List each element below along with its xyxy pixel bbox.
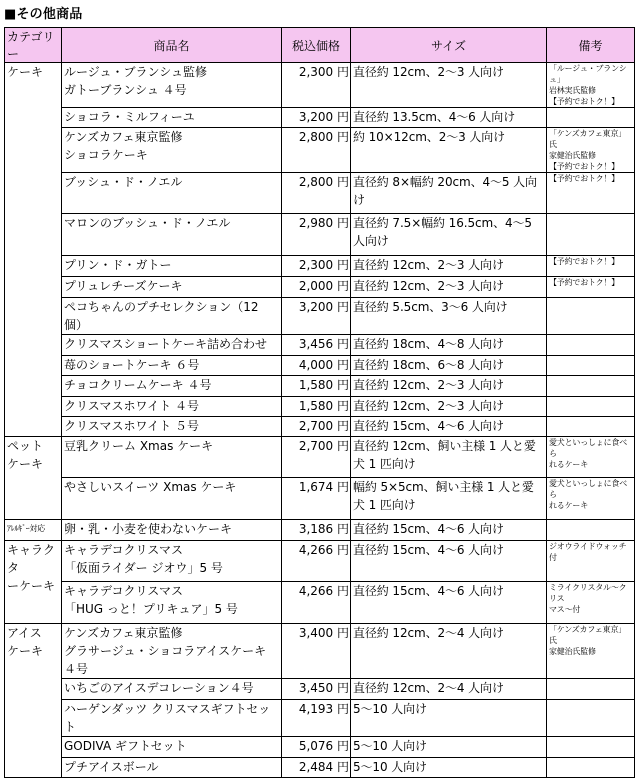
product-name-line: ケンズカフェ東京監修 — [64, 130, 183, 144]
notes-cell — [547, 520, 635, 541]
notes-cell — [547, 356, 635, 376]
size-cell: 直径約 12cm、2～3 人向け — [351, 256, 547, 277]
price-cell: 3,200 円 — [282, 298, 351, 335]
price-cell: 2,300 円 — [282, 256, 351, 277]
product-name-line: キャラデコクリスマス — [64, 584, 184, 598]
product-name-cell — [62, 256, 282, 277]
note-line: 「ケンズカフェ東京」氏 — [549, 625, 626, 645]
note-line: 家健治氏監修 — [549, 151, 596, 160]
notes-cell — [547, 376, 635, 397]
product-name-cell — [62, 356, 282, 376]
table-row — [5, 376, 635, 397]
header-size: サイズ — [351, 28, 547, 63]
product-name-cell — [62, 700, 282, 737]
note-line: 【予約でおトク！】 — [549, 162, 620, 171]
product-name-cell — [62, 335, 282, 356]
product-name-line: 「HUG っと！プリキュア」5 号 — [64, 602, 238, 616]
product-name-line: ブッシュ・ド・ノエル — [64, 175, 183, 189]
product-name-line: いちごのアイスデコレーション４号 — [64, 681, 254, 695]
product-name-line: ケンズカフェ東京監修 — [64, 626, 183, 640]
product-name-cell — [62, 520, 282, 541]
product-name-line: 卵・乳・小麦を使わないケーキ — [64, 522, 233, 536]
product-name-cell — [62, 541, 282, 582]
price-cell: 2,484 円 — [282, 758, 351, 778]
section-title: ■その他商品 — [4, 7, 83, 22]
notes-cell — [547, 256, 635, 277]
category-line: キャラクタ — [7, 543, 56, 575]
note-line: 【予約でおトク！】 — [549, 174, 620, 183]
product-name-line: ショコラ・ミルフィーユ — [64, 110, 195, 124]
table-row — [5, 679, 635, 700]
product-name-line: マロンのブッシュ・ド・ノエル — [64, 216, 231, 230]
price-cell: 1,674 円 — [282, 478, 351, 520]
product-name-line: ペコちゃんのプチセレクション（12 個） — [64, 300, 259, 332]
category-line: ペット — [7, 439, 44, 453]
note-line: ジオウライドウォッチ付 — [549, 542, 627, 562]
note-line: 岩林実氏監修 — [549, 86, 596, 95]
table-row — [5, 478, 635, 520]
product-name-line: ガトーブランシュ ４号 — [64, 83, 187, 97]
size-cell: 5～10 人向け — [351, 737, 547, 758]
header-product-name: 商品名 — [62, 28, 282, 63]
size-cell: 直径約 8×幅約 20cm、4～5 人向け — [351, 173, 547, 214]
product-name-cell — [62, 478, 282, 520]
table-row — [5, 737, 635, 758]
note-line: 「ケンズカフェ東京」氏 — [549, 129, 626, 149]
price-cell: 4,266 円 — [282, 541, 351, 582]
table-row — [5, 335, 635, 356]
table-row — [5, 356, 635, 376]
product-name-cell — [62, 397, 282, 417]
table-row — [5, 758, 635, 778]
price-cell: 4,193 円 — [282, 700, 351, 737]
note-line: れるケーキ — [549, 501, 588, 510]
price-cell: 2,700 円 — [282, 437, 351, 478]
product-name-cell — [62, 624, 282, 679]
product-name-line: ショコラケーキ — [64, 148, 148, 162]
size-cell: 幅約 5×5cm、飼い主様 1 人と愛犬 1 匹向け — [351, 478, 547, 520]
category-cell — [5, 437, 62, 520]
price-cell: 5,076 円 — [282, 737, 351, 758]
price-cell: 3,456 円 — [282, 335, 351, 356]
table-row — [5, 520, 635, 541]
size-cell: 直径約 15cm、4～6 人向け — [351, 417, 547, 437]
table-row — [5, 437, 635, 478]
size-cell: 直径約 13.5cm、4～6 人向け — [351, 108, 547, 128]
price-cell: 2,800 円 — [282, 173, 351, 214]
category-cell — [5, 63, 62, 437]
price-cell: 4,000 円 — [282, 356, 351, 376]
notes-cell — [547, 737, 635, 758]
product-name-cell — [62, 437, 282, 478]
note-line: 「ルージュ・ブランシュ」 — [549, 64, 627, 84]
product-name-cell — [62, 128, 282, 173]
size-cell: 直径約 18cm、4～8 人向け — [351, 335, 547, 356]
price-cell: 4,266 円 — [282, 582, 351, 624]
notes-cell — [547, 700, 635, 737]
notes-cell — [547, 478, 635, 520]
notes-cell — [547, 624, 635, 679]
note-line: 愛犬といっしょに食べら — [549, 479, 627, 499]
product-name-line: クリスマスホワイト ５号 — [64, 419, 199, 433]
product-name-cell — [62, 417, 282, 437]
size-cell: 直径約 12cm、2～3 人向け — [351, 376, 547, 397]
note-line: マス～付 — [549, 605, 581, 614]
product-name-line: プリュレチーズケーキ — [64, 279, 183, 293]
table-row — [5, 63, 635, 108]
product-table — [4, 27, 635, 778]
price-cell: 3,186 円 — [282, 520, 351, 541]
size-cell: 直径約 12cm、2～3 人向け — [351, 63, 547, 108]
price-cell: 2,980 円 — [282, 214, 351, 256]
size-cell: 直径約 15cm、4～6 人向け — [351, 582, 547, 624]
price-cell: 1,580 円 — [282, 397, 351, 417]
product-name-line: プリン・ド・ガトー — [64, 258, 172, 272]
price-cell: 2,300 円 — [282, 63, 351, 108]
notes-cell — [547, 417, 635, 437]
size-cell: 直径約 12cm、2～4 人向け — [351, 679, 547, 700]
size-cell: 5～10 人向け — [351, 700, 547, 737]
note-line: 【予約でおトク！】 — [549, 278, 620, 287]
product-name-line: プチアイスボール — [64, 760, 159, 774]
note-line: 【予約でおトク！】 — [549, 257, 620, 266]
product-name-cell — [62, 63, 282, 108]
notes-cell — [547, 298, 635, 335]
product-name-cell — [62, 214, 282, 256]
category-line: ｱﾚﾙｷﾞｰ対応 — [7, 524, 45, 533]
price-cell: 2,700 円 — [282, 417, 351, 437]
note-line: れるケーキ — [549, 460, 588, 469]
category-line: ケーキ — [7, 644, 44, 658]
header-price: 税込価格 — [282, 28, 351, 63]
category-line: ーケーキ — [7, 579, 56, 593]
size-cell: 直径約 12cm、飼い主様 1 人と愛犬 1 匹向け — [351, 437, 547, 478]
size-cell: 約 10×12cm、2～3 人向け — [351, 128, 547, 173]
header-notes: 備考 — [547, 28, 635, 63]
size-cell: 直径約 7.5×幅約 16.5cm、4～5 人向け — [351, 214, 547, 256]
price-cell: 1,580 円 — [282, 376, 351, 397]
table-row — [5, 541, 635, 582]
category-line: アイス — [7, 626, 42, 640]
table-row — [5, 582, 635, 624]
table-row — [5, 214, 635, 256]
product-name-line: やさしいスイーツ Xmas ケーキ — [64, 480, 237, 494]
notes-cell — [547, 679, 635, 700]
table-row — [5, 256, 635, 277]
price-cell: 3,200 円 — [282, 108, 351, 128]
table-row — [5, 277, 635, 298]
table-row — [5, 108, 635, 128]
notes-cell — [547, 108, 635, 128]
size-cell: 直径約 15cm、4～6 人向け — [351, 541, 547, 582]
price-cell: 3,400 円 — [282, 624, 351, 679]
product-name-line: クリスマスショートケーキ詰め合わせ — [64, 337, 268, 351]
table-row — [5, 417, 635, 437]
product-name-cell — [62, 737, 282, 758]
price-cell: 3,450 円 — [282, 679, 351, 700]
size-cell: 直径約 12cm、2～3 人向け — [351, 277, 547, 298]
notes-cell — [547, 63, 635, 108]
notes-cell — [547, 335, 635, 356]
product-name-cell — [62, 758, 282, 778]
product-name-line: 豆乳クリーム Xmas ケーキ — [64, 439, 214, 453]
product-name-cell — [62, 277, 282, 298]
notes-cell — [547, 277, 635, 298]
product-name-line: ルージュ・ブランシュ監修 — [64, 65, 207, 79]
note-line: 愛犬といっしょに食べら — [549, 438, 627, 458]
table-row — [5, 173, 635, 214]
table-row — [5, 700, 635, 737]
notes-cell — [547, 214, 635, 256]
header-category: カテゴリー — [5, 28, 62, 63]
size-cell: 直径約 12cm、2～4 人向け — [351, 624, 547, 679]
price-cell: 2,000 円 — [282, 277, 351, 298]
table-row — [5, 624, 635, 679]
product-name-line: グラサージュ・ショコラアイスケーキ ４号 — [64, 644, 267, 676]
product-name-line: 「仮面ライダー ジオウ」5 号 — [64, 561, 223, 575]
product-name-line: ハーゲンダッツ クリスマスギフトセット — [64, 702, 271, 734]
note-line: 家健治氏監修 — [549, 647, 596, 656]
product-name-line: キャラデコクリスマス — [64, 543, 184, 557]
notes-cell — [547, 541, 635, 582]
size-cell: 直径約 18cm、6～8 人向け — [351, 356, 547, 376]
product-name-cell — [62, 679, 282, 700]
size-cell: 5～10 人向け — [351, 758, 547, 778]
category-cell — [5, 624, 62, 778]
product-name-line: クリスマスホワイト ４号 — [64, 399, 199, 413]
product-name-cell — [62, 376, 282, 397]
product-name-cell — [62, 173, 282, 214]
notes-cell — [547, 173, 635, 214]
note-line: ミライクリスタル～クリス — [549, 583, 627, 603]
category-line: ケーキ — [7, 457, 44, 471]
product-name-cell — [62, 582, 282, 624]
note-line: 【予約でおトク！】 — [549, 97, 620, 106]
product-name-line: チョコクリームケーキ ４号 — [64, 378, 212, 392]
notes-cell — [547, 758, 635, 778]
notes-cell — [547, 128, 635, 173]
category-cell — [5, 520, 62, 541]
price-cell: 2,800 円 — [282, 128, 351, 173]
product-name-line: GODIVA ギフトセット — [64, 739, 187, 753]
product-name-cell — [62, 108, 282, 128]
category-cell — [5, 541, 62, 624]
notes-cell — [547, 582, 635, 624]
table-row — [5, 128, 635, 173]
notes-cell — [547, 397, 635, 417]
category-line: ケーキ — [7, 65, 44, 79]
size-cell: 直径約 5.5cm、3～6 人向け — [351, 298, 547, 335]
product-name-cell — [62, 298, 282, 335]
notes-cell — [547, 437, 635, 478]
table-header-row — [5, 28, 635, 63]
table-row — [5, 397, 635, 417]
product-name-line: 苺のショートケーキ ６号 — [64, 358, 200, 372]
size-cell: 直径約 15cm、4～6 人向け — [351, 520, 547, 541]
table-row — [5, 298, 635, 335]
size-cell: 直径約 12cm、2～3 人向け — [351, 397, 547, 417]
